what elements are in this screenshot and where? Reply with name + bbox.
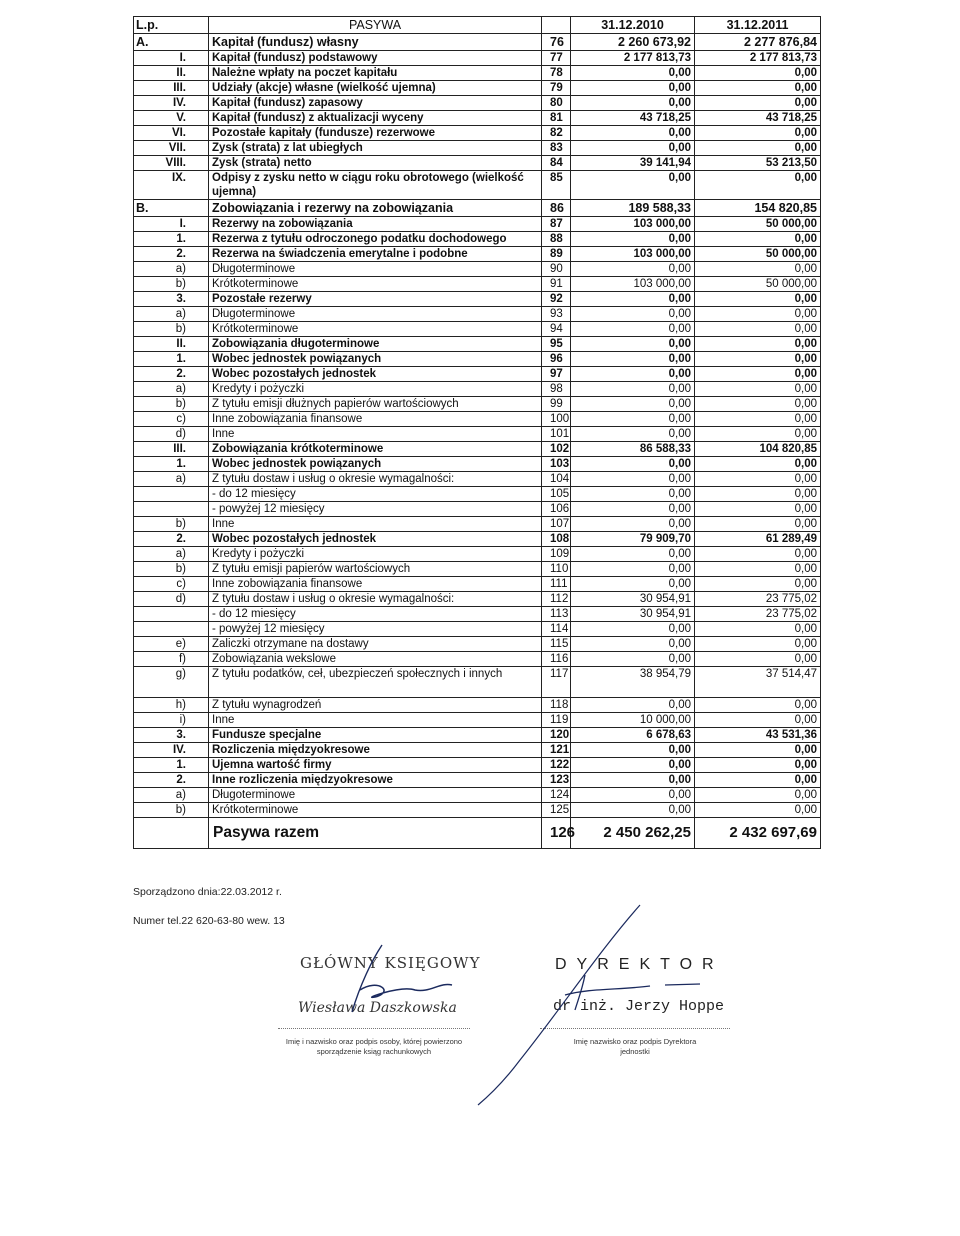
row-value-2010: 79 909,70 [571,532,695,547]
row-value-2010: 0,00 [571,517,695,532]
row-number: 96 [542,352,571,367]
row-lp: g) [134,667,209,698]
row-number: 88 [542,232,571,247]
row-value-2011: 50 000,00 [695,247,821,262]
row-value-2010: 103 000,00 [571,277,695,292]
row-number: 109 [542,547,571,562]
row-value-2011: 0,00 [695,487,821,502]
row-value-2010: 0,00 [571,397,695,412]
row-value-2011: 0,00 [695,352,821,367]
row-description: Udziały (akcje) własne (wielkość ujemna) [209,81,542,96]
row-lp: 2. [134,773,209,788]
row-description: Zysk (strata) netto [209,156,542,171]
row-lp: 3. [134,292,209,307]
header-date-2011: 31.12.2011 [695,17,821,34]
row-value-2010: 0,00 [571,698,695,713]
row-value-2011: 0,00 [695,622,821,637]
row-description: Wobec pozostałych jednostek [209,367,542,382]
row-value-2010: 0,00 [571,758,695,773]
row-value-2011: 0,00 [695,262,821,277]
total-number: 126 [542,818,571,849]
row-lp: III. [134,81,209,96]
row-description: Kapitał (fundusz) podstawowy [209,51,542,66]
row-number: 117 [542,667,571,698]
row-value-2010: 2 177 813,73 [571,51,695,66]
row-number: 99 [542,397,571,412]
row-value-2010: 0,00 [571,427,695,442]
header-title: PASYWA [209,17,542,34]
row-number: 77 [542,51,571,66]
row-description: Kapitał (fundusz) zapasowy [209,96,542,111]
row-number: 125 [542,803,571,818]
row-value-2011: 43 531,36 [695,728,821,743]
row-lp: d) [134,592,209,607]
row-number: 121 [542,743,571,758]
row-description: Zobowiązania długoterminowe [209,337,542,352]
total-value-2011: 2 432 697,69 [695,818,821,849]
prepared-date: Sporządzono dnia:22.03.2012 r. [133,886,282,898]
row-lp: III. [134,442,209,457]
row-value-2011: 0,00 [695,637,821,652]
row-description: Inne zobowiązania finansowe [209,412,542,427]
row-description: Krótkoterminowe [209,277,542,292]
row-value-2010: 0,00 [571,472,695,487]
row-number: 105 [542,487,571,502]
row-number: 124 [542,788,571,803]
row-number: 110 [542,562,571,577]
row-description: Krótkoterminowe [209,322,542,337]
row-lp: VI. [134,126,209,141]
row-description: - powyżej 12 miesięcy [209,502,542,517]
row-lp: a) [134,788,209,803]
row-value-2011: 0,00 [695,81,821,96]
row-value-2011: 0,00 [695,547,821,562]
row-lp: a) [134,262,209,277]
row-number: 102 [542,442,571,457]
row-value-2011: 0,00 [695,803,821,818]
total-value-2010: 2 450 262,25 [571,818,695,849]
row-lp: VIII. [134,156,209,171]
row-value-2010: 0,00 [571,562,695,577]
row-number: 115 [542,637,571,652]
row-number: 113 [542,607,571,622]
row-description: Zobowiązania i rezerwy na zobowiązania [209,200,542,217]
row-description: Długoterminowe [209,788,542,803]
row-value-2010: 30 954,91 [571,592,695,607]
row-value-2011: 0,00 [695,577,821,592]
row-description: - powyżej 12 miesięcy [209,622,542,637]
row-description: Pozostałe kapitały (fundusze) rezerwowe [209,126,542,141]
row-value-2011: 0,00 [695,652,821,667]
row-value-2010: 0,00 [571,547,695,562]
row-value-2010: 0,00 [571,652,695,667]
row-value-2011: 0,00 [695,698,821,713]
row-lp: A. [134,34,209,51]
row-value-2010: 39 141,94 [571,156,695,171]
row-lp: IV. [134,743,209,758]
row-value-2011: 0,00 [695,66,821,81]
row-lp: i) [134,713,209,728]
row-value-2011: 0,00 [695,337,821,352]
row-value-2010: 43 718,25 [571,111,695,126]
row-value-2011: 0,00 [695,758,821,773]
row-value-2011: 0,00 [695,322,821,337]
row-value-2011: 50 000,00 [695,277,821,292]
row-description: Fundusze specjalne [209,728,542,743]
accountant-caption: Imię i nazwisko oraz podpis osoby, której powierzono sporządzenie ksiąg rachunkowych [285,1037,463,1056]
row-description: Rezerwy na zobowiązania [209,217,542,232]
row-number: 118 [542,698,571,713]
row-value-2010: 2 260 673,92 [571,34,695,51]
row-value-2010: 0,00 [571,126,695,141]
row-number: 97 [542,367,571,382]
row-value-2011: 43 718,25 [695,111,821,126]
row-value-2010: 0,00 [571,367,695,382]
row-description: Krótkoterminowe [209,803,542,818]
row-description: Kredyty i pożyczki [209,547,542,562]
row-lp: a) [134,547,209,562]
row-value-2010: 189 588,33 [571,200,695,217]
row-lp: a) [134,382,209,397]
row-description: Inne [209,517,542,532]
row-value-2011: 0,00 [695,788,821,803]
row-value-2011: 0,00 [695,412,821,427]
row-value-2011: 0,00 [695,502,821,517]
row-number: 116 [542,652,571,667]
row-value-2010: 0,00 [571,773,695,788]
row-value-2010: 6 678,63 [571,728,695,743]
row-description: Inne zobowiązania finansowe [209,577,542,592]
row-number: 100 [542,412,571,427]
row-number: 87 [542,217,571,232]
row-number: 94 [542,322,571,337]
row-lp: B. [134,200,209,217]
row-value-2010: 0,00 [571,412,695,427]
row-lp: b) [134,562,209,577]
row-number: 123 [542,773,571,788]
row-value-2010: 10 000,00 [571,713,695,728]
row-lp: II. [134,66,209,81]
row-number: 107 [542,517,571,532]
row-number: 90 [542,262,571,277]
row-value-2010: 0,00 [571,637,695,652]
row-lp: d) [134,427,209,442]
row-lp: 1. [134,232,209,247]
row-value-2011: 53 213,50 [695,156,821,171]
row-description: Z tytułu wynagrodzeń [209,698,542,713]
row-description: Należne wpłaty na poczet kapitału [209,66,542,81]
row-lp: 2. [134,247,209,262]
row-value-2010: 0,00 [571,788,695,803]
row-value-2010: 0,00 [571,292,695,307]
row-value-2011: 0,00 [695,141,821,156]
row-number: 80 [542,96,571,111]
row-number: 106 [542,502,571,517]
row-description: Rezerwa na świadczenia emerytalne i podobne [209,247,542,262]
row-number: 91 [542,277,571,292]
row-number: 95 [542,337,571,352]
row-value-2011: 2 277 876,84 [695,34,821,51]
row-lp: II. [134,337,209,352]
row-description: Rezerwa z tytułu odroczonego podatku dochodowego [209,232,542,247]
row-lp: c) [134,577,209,592]
header-lp: L.p. [134,17,209,34]
row-description: Kapitał (fundusz) z aktualizacji wyceny [209,111,542,126]
header-date-2010: 31.12.2010 [571,17,695,34]
row-value-2011: 37 514,47 [695,667,821,698]
row-number: 103 [542,457,571,472]
row-description: Odpisy z zysku netto w ciągu roku obrotowego (wielkość ujemna) [209,171,542,200]
row-description: Z tytułu dostaw i usług o okresie wymagalności: [209,592,542,607]
row-value-2011: 0,00 [695,232,821,247]
row-lp: 1. [134,352,209,367]
row-lp: b) [134,277,209,292]
row-value-2011: 23 775,02 [695,607,821,622]
row-description: Zaliczki otrzymane na dostawy [209,637,542,652]
row-number: 111 [542,577,571,592]
row-value-2010: 0,00 [571,262,695,277]
row-lp: V. [134,111,209,126]
row-lp: c) [134,412,209,427]
row-number: 86 [542,200,571,217]
row-lp: a) [134,307,209,322]
row-number: 101 [542,427,571,442]
row-value-2010: 0,00 [571,382,695,397]
row-description: Długoterminowe [209,307,542,322]
row-number: 79 [542,81,571,96]
row-description: Zysk (strata) z lat ubiegłych [209,141,542,156]
row-value-2011: 2 177 813,73 [695,51,821,66]
row-value-2010: 0,00 [571,66,695,81]
row-lp: VII. [134,141,209,156]
row-number: 98 [542,382,571,397]
row-lp: f) [134,652,209,667]
row-value-2010: 0,00 [571,803,695,818]
row-description: Wobec pozostałych jednostek [209,532,542,547]
row-description: Kapitał (fundusz) własny [209,34,542,51]
row-value-2010: 0,00 [571,502,695,517]
row-description: Wobec jednostek powiązanych [209,457,542,472]
row-value-2010: 0,00 [571,232,695,247]
row-number: 120 [542,728,571,743]
row-description: Z tytułu emisji dłużnych papierów wartościowych [209,397,542,412]
row-lp: IX. [134,171,209,200]
row-lp: b) [134,322,209,337]
row-number: 81 [542,111,571,126]
row-value-2011: 104 820,85 [695,442,821,457]
row-number: 84 [542,156,571,171]
row-value-2010: 0,00 [571,743,695,758]
chief-accountant-stamp-title: GŁÓWNY KSIĘGOWY [300,954,481,972]
row-value-2010: 0,00 [571,307,695,322]
row-number: 122 [542,758,571,773]
row-value-2010: 0,00 [571,81,695,96]
row-value-2011: 0,00 [695,472,821,487]
row-value-2011: 0,00 [695,427,821,442]
row-lp: I. [134,51,209,66]
row-description: Zobowiązania krótkoterminowe [209,442,542,457]
row-lp: a) [134,472,209,487]
row-value-2011: 0,00 [695,292,821,307]
row-description: Inne [209,427,542,442]
row-number: 114 [542,622,571,637]
row-description: Rozliczenia międzyokresowe [209,743,542,758]
row-lp: 1. [134,758,209,773]
row-number: 85 [542,171,571,200]
row-value-2011: 0,00 [695,457,821,472]
chief-accountant-stamp-name: Wiesława Daszkowska [298,1000,457,1016]
row-value-2011: 0,00 [695,96,821,111]
director-stamp-name: dr inż. Jerzy Hoppe [553,998,725,1015]
row-lp: 3. [134,728,209,743]
row-description: - do 12 miesięcy [209,487,542,502]
row-description: Kredyty i pożyczki [209,382,542,397]
total-description: Pasywa razem [209,818,542,849]
row-lp: b) [134,517,209,532]
row-description: Wobec jednostek powiązanych [209,352,542,367]
row-value-2010: 0,00 [571,96,695,111]
row-value-2010: 0,00 [571,457,695,472]
row-value-2011: 154 820,85 [695,200,821,217]
row-value-2011: 0,00 [695,773,821,788]
row-lp: I. [134,217,209,232]
row-value-2010: 0,00 [571,352,695,367]
row-number: 92 [542,292,571,307]
row-number: 89 [542,247,571,262]
row-value-2011: 0,00 [695,382,821,397]
director-stamp-title: DYREKTOR [555,956,724,973]
row-description: Inne rozliczenia międzyokresowe [209,773,542,788]
row-number: 83 [542,141,571,156]
row-value-2010: 38 954,79 [571,667,695,698]
row-value-2011: 0,00 [695,171,821,200]
row-lp: b) [134,803,209,818]
row-lp: 2. [134,367,209,382]
row-lp: IV. [134,96,209,111]
row-value-2011: 0,00 [695,517,821,532]
row-lp: 2. [134,532,209,547]
row-value-2011: 0,00 [695,713,821,728]
row-description: Z tytułu dostaw i usług o okresie wymagalności: [209,472,542,487]
row-value-2010: 0,00 [571,487,695,502]
row-value-2011: 0,00 [695,307,821,322]
row-description: Z tytułu emisji papierów wartościowych [209,562,542,577]
row-value-2011: 0,00 [695,743,821,758]
row-description: Inne [209,713,542,728]
row-value-2011: 0,00 [695,562,821,577]
director-caption: Imię nazwisko oraz podpis Dyrektora jednostki [573,1037,697,1056]
row-value-2010: 103 000,00 [571,247,695,262]
row-value-2011: 23 775,02 [695,592,821,607]
row-number: 119 [542,713,571,728]
row-value-2011: 50 000,00 [695,217,821,232]
row-lp: e) [134,637,209,652]
phone-number: Numer tel.22 620-63-80 wew. 13 [133,915,285,927]
row-value-2011: 0,00 [695,126,821,141]
row-value-2010: 0,00 [571,622,695,637]
row-value-2011: 0,00 [695,367,821,382]
row-lp: h) [134,698,209,713]
row-description: Zobowiązania wekslowe [209,652,542,667]
row-value-2010: 0,00 [571,337,695,352]
row-value-2010: 0,00 [571,577,695,592]
row-description: - do 12 miesięcy [209,607,542,622]
row-value-2011: 0,00 [695,397,821,412]
row-description: Pozostałe rezerwy [209,292,542,307]
row-value-2010: 0,00 [571,171,695,200]
row-number: 82 [542,126,571,141]
row-number: 104 [542,472,571,487]
row-lp: b) [134,397,209,412]
row-value-2010: 30 954,91 [571,607,695,622]
row-value-2010: 0,00 [571,141,695,156]
row-description: Ujemna wartość firmy [209,758,542,773]
row-value-2011: 61 289,49 [695,532,821,547]
row-description: Z tytułu podatków, ceł, ubezpieczeń społecznych i innych [209,667,542,698]
row-number: 76 [542,34,571,51]
row-number: 78 [542,66,571,81]
row-value-2010: 86 588,33 [571,442,695,457]
row-value-2010: 103 000,00 [571,217,695,232]
row-number: 108 [542,532,571,547]
row-number: 112 [542,592,571,607]
row-description: Długoterminowe [209,262,542,277]
row-value-2010: 0,00 [571,322,695,337]
row-number: 93 [542,307,571,322]
row-lp: 1. [134,457,209,472]
